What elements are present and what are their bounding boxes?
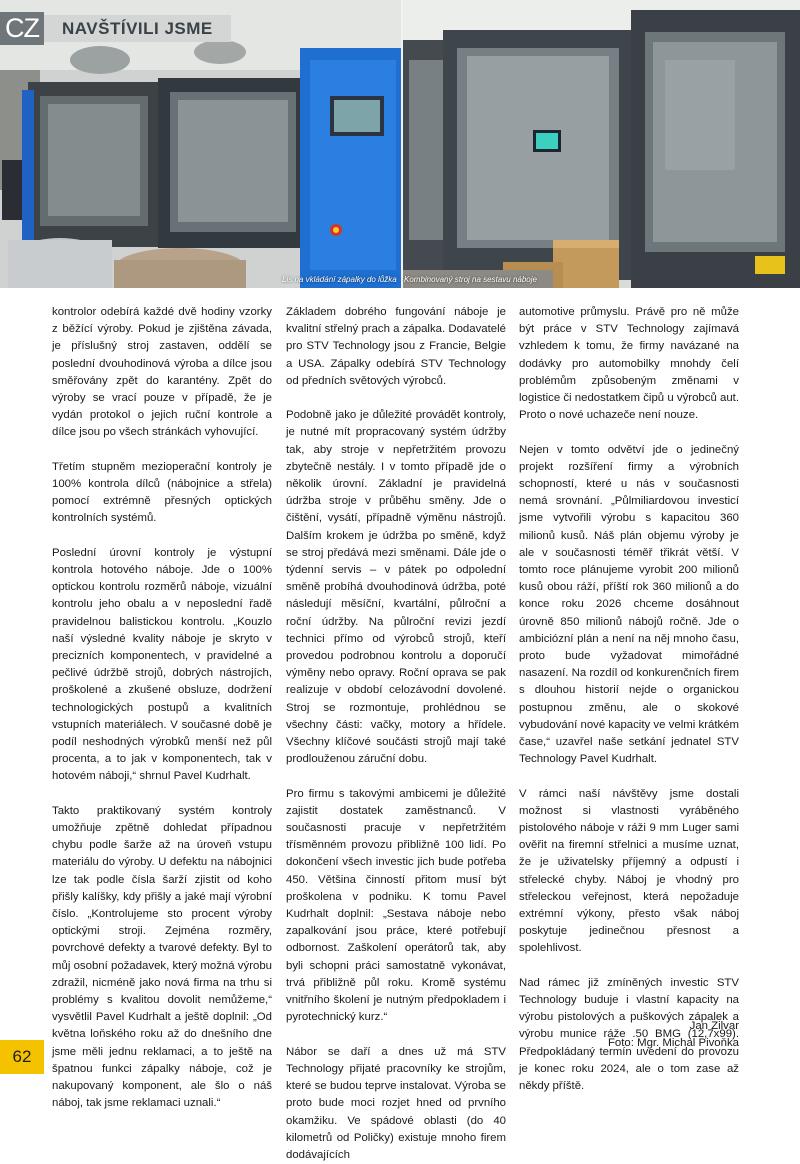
- section-title: NAVŠTÍVILI JSME: [44, 15, 231, 42]
- header-photos: [0, 0, 800, 288]
- paragraph: Nábor se daří a dnes už má STV Technology přijaté pracovníky ke strojům, které se budou teprve instalovat. Výroba se proto bude moci rozjet hned od prvního okamžiku. Ve spádové oblasti (do 40 kilometrů od Poličky) existuje mnoho firem dodávajících: [286, 1045, 506, 1161]
- caption-primer-press: Lis na vkládání zápalky do lůžka: [282, 275, 397, 284]
- paragraph: Nejen v tomto odvětví jde o jedinečný projekt rozšíření firmy a výrobních schopností, které u nás v současnosti nemá srovnání. „Půlmiliardovou investicí jsme vytvořili výrobu s kapacitou 360 milionů kusů. Náš plán objemu výroby je ale v současnosti téměř třikrát větší. V tomto roce plánujeme vyrobit 200 milionů kusů obou ráží, příští rok 360 milionů a do konce roku 2026 chceme dosáhnout úrovně 850 milionů nábojů ročně. Jde o ambiciózní plán a není na něj mnoho času, proto bude vyžadovat mimořádné nasazení. Na rozdíl od konkurenčních firem s dlouhou historií nejde o organickou postupnou změnu, ale o skokové vybudování nové kapacity ve velmi krátkém čase,“ uzavřel naše setkání jednatel STV Technology Pavel Kudrhalt.: [519, 443, 739, 766]
- language-tag: CZ: [0, 12, 44, 45]
- paragraph: Třetím stupněm mezioperační kontroly je 100% kontrola dílců (nábojnice a střela) pomocí extrémně přesných optických kontrolních systémů.: [52, 460, 272, 525]
- article-credits: [519, 1018, 739, 1052]
- paragraph: V rámci naší návštěvy jsme dostali možnost si vlastnosti vyráběného pistolového náboje v ráži 9 mm Luger sami ověřit na firemní střelnici a musíme uznat, že je uživatelsky příjemný a odpustí i střelecké chyby. Náboj je vhodný pro střeleckou veřejnost, která nepožaduje extrémní výkony, přesto však náboj poskytuje jedinečnou přesnost a spolehlivost.: [519, 787, 739, 955]
- paragraph: Nad rámec již zmíněných investic STV Technology buduje i vlastní kapacity na výrobu pistolových a puškových zápalek a výrobu munice ráže .50 BMG (12,7x99). Předpokládaný termín uvedení do provozu je konec roku 2024, ale o tom zase až někdy příště.: [519, 976, 739, 1093]
- article-column-1: [52, 304, 272, 1113]
- paragraph: Takto praktikovaný systém kontroly umožňuje zpětně dohledat případnou chybu podle šarže až na úroveň vstupu materiálu do výroby. U defektu na nábojnici lze tak podle čísla šarží zjistit od koho přišly kalíšky, kdy přišly a jaké mají výrobní číslo. „Kontrolujeme sto procent výroby optickými stroji. Zejména rozměry, povrchové defekty a tvarové defekty. Byl to můj osobní požadavek, který možná výrobu zdražil, nicméně jako nová firma na trhu si problémy s kvalitou dovolit nemůžeme,“ vysvětlil Pavel Kudrhalt a ještě doplnil: „Od května loňského roku až do dnešního dne jsme měli jednu reklamaci, a to ještě na špatnou funkci zápalky náboje, což je nakupovaný komponent, ale šlo o náš náboj, tak jsme reklamaci uznali.“: [52, 804, 272, 1110]
- article-column-2: [286, 304, 506, 1164]
- paragraph: automotive průmyslu. Právě pro ně může být práce v STV Technology zajímavá vzhledem k tomu, že firmy navázané na dodávky pro automobilky mnohdy čelí problémům způsobeným změnami v logistice či nedostatkem čipů u výrobců aut. Proto o nové uchazeče není nouze.: [519, 306, 739, 422]
- author-name: Jan Zilvar: [689, 1020, 739, 1032]
- paragraph: Podobně jako je důležité provádět kontroly, je nutné mít propracovaný systém údržby tak, aby stroje v nepřetržitém provozu zbytečně nestály. I v tomto případě jde o několik úrovní. Základní je pravidelná údržba stroje v průběhu směny. Jde o čištění, vysátí, případně výměnu nástrojů. Dalším krokem je údržba po směně, když se stroj předává mezi směnami. Dále jde o týdenní servis – v pátek po odpolední směně probíhá dvouhodinová údržba, poté následují měsíční, kvartální, půlroční a roční údržby. Na půlroční revizi jezdí technici přímo od výrobců strojů, kteří provedou podrobnou kontrolu a doporučí výměny nebo opravy. Roční oprava se pak realizuje v období celozávodní dovolené. Stroj se rozmontuje, prohlédnou se všechny části: vačky, motory a hřídele. Všechny klíčové součásti strojů mají také prodlouženou záruční dobu.: [286, 409, 506, 766]
- paragraph: Poslední úrovní kontroly je výstupní kontrola hotového náboje. Jde o 100% optickou kontrolu rozměrů náboje, vizuální kontrolu jeho obalu a v neposlední řadě pravidelnou balistickou kontrolu. „Kouzlo naší výsledné kvality náboje je skryto v precizních komponentech, v pravidelné a pečlivé údržbě strojů, dobrých nástrojích, proškolené a zkušené obsluze, dodržení technologických postupů a kvalitních vstupních materiálech. V současné době je podíl neshodných výrobků menší než půl procenta, a to jak v komponentech, tak v hotovém náboji,“ shrnul Pavel Kudrhalt.: [52, 546, 272, 783]
- article-column-3: [519, 304, 739, 1095]
- photo-primer-press: [0, 0, 401, 288]
- caption-combined-machine: Kombinovaný stroj na sestavu náboje: [404, 275, 537, 284]
- paragraph: Pro firmu s takovými ambicemi je důležité zajistit dostatek zaměstnanců. V současnosti pracuje v nepřetržitém třísměnném provozu přibližně 100 lidí. Po dokončení všech investic jich bude potřeba 450. Většina činností přitom musí být proškolena v podniku. K tomu Pavel Kudrhalt doplnil: „Sestava náboje nebo zapalkování jsou práce, které potřebují odbornost. Zaškolení operátorů tak, aby byli schopni práci samostatně vykonávat, trvá přibližně půl roku. Kromě systému vnitřního školení je nutným předpokladem i pyrotechnický kurz.“: [286, 787, 506, 1024]
- photo-combined-machine: [403, 0, 800, 288]
- page-number: 62: [0, 1040, 44, 1074]
- photo-credit: Foto: Mgr. Michal Pivoňka: [607, 1037, 739, 1050]
- paragraph: Základem dobrého fungování náboje je kvalitní střelný prach a zápalka. Dodavatelé pro STV Technology jsou z Francie, Belgie a USA. Zápalky odebírá STV Technology od předních světových výrobců.: [286, 306, 506, 387]
- paragraph: kontrolor odebírá každé dvě hodiny vzorky z běžící výroby. Pokud je zjištěna závada, je příslušný stroj zastaven, oddělí se poslední dvouhodinová výroba a dílce jsou směřovány zpět do karantény. Zpět do výroby se vrací pouze v případě, že je vydán protokol o jejich ruční kontrole a dílce jsou po všech stránkách vyhovující.: [52, 306, 272, 439]
